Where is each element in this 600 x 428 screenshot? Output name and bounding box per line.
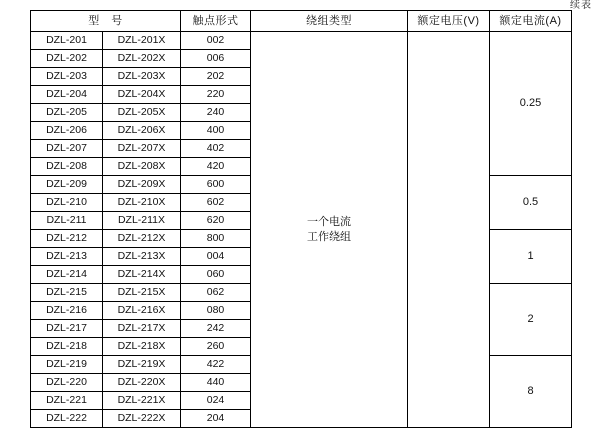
cell-model-a: DZL-203 (31, 68, 103, 86)
cell-model-b: DZL-218X (103, 338, 181, 356)
table-body (31, 32, 572, 428)
cell-model-a: DZL-210 (31, 194, 103, 212)
cell-contact-form: 220 (181, 86, 251, 104)
cell-model-b: DZL-210X (103, 194, 181, 212)
cell-rated-voltage (408, 32, 490, 428)
cell-model-a: DZL-217 (31, 320, 103, 338)
cell-model-b: DZL-204X (103, 86, 181, 104)
winding-line-2: 工作绕组 (307, 230, 351, 243)
cell-model-b: DZL-205X (103, 104, 181, 122)
cell-model-b: DZL-212X (103, 230, 181, 248)
cell-rated-current: 0.5 (490, 176, 572, 230)
cell-model-b: DZL-203X (103, 68, 181, 86)
cell-model-b: DZL-201X (103, 32, 181, 50)
column-header-winding-type: 绕组类型 (251, 11, 408, 32)
cell-model-b: DZL-202X (103, 50, 181, 68)
cell-model-b: DZL-220X (103, 374, 181, 392)
cell-model-a: DZL-214 (31, 266, 103, 284)
cell-model-b: DZL-207X (103, 140, 181, 158)
cell-model-b: DZL-206X (103, 122, 181, 140)
cell-model-b: DZL-222X (103, 410, 181, 428)
cell-contact-form: 422 (181, 356, 251, 374)
cell-contact-form: 202 (181, 68, 251, 86)
table-header (31, 11, 572, 32)
table-header-row (31, 11, 572, 32)
cell-model-b: DZL-213X (103, 248, 181, 266)
cell-contact-form: 006 (181, 50, 251, 68)
column-header-rated-voltage: 额定电压(V) (408, 11, 490, 32)
cell-contact-form: 400 (181, 122, 251, 140)
cell-model-a: DZL-212 (31, 230, 103, 248)
cell-contact-form: 402 (181, 140, 251, 158)
cell-rated-current: 0.25 (490, 32, 572, 176)
cell-contact-form: 024 (181, 392, 251, 410)
cell-model-b: DZL-211X (103, 212, 181, 230)
cell-winding-type (251, 32, 408, 428)
cell-model-b: DZL-209X (103, 176, 181, 194)
cell-contact-form: 600 (181, 176, 251, 194)
cell-model-a: DZL-206 (31, 122, 103, 140)
column-header-rated-current: 额定电流(A) (490, 11, 572, 32)
cell-contact-form: 004 (181, 248, 251, 266)
cell-contact-form: 060 (181, 266, 251, 284)
cell-contact-form: 440 (181, 374, 251, 392)
cell-rated-current: 8 (490, 356, 572, 428)
cell-model-b: DZL-214X (103, 266, 181, 284)
cell-model-a: DZL-201 (31, 32, 103, 50)
winding-line-1: 一个电流 (307, 215, 351, 228)
cell-contact-form: 800 (181, 230, 251, 248)
cell-model-a: DZL-216 (31, 302, 103, 320)
cell-contact-form: 620 (181, 212, 251, 230)
cell-model-a: DZL-209 (31, 176, 103, 194)
table-row (31, 32, 572, 50)
cell-model-a: DZL-219 (31, 356, 103, 374)
cell-model-a: DZL-205 (31, 104, 103, 122)
cell-model-b: DZL-216X (103, 302, 181, 320)
cell-model-a: DZL-213 (31, 248, 103, 266)
column-header-contact-form: 触点形式 (181, 11, 251, 32)
cell-contact-form: 602 (181, 194, 251, 212)
cell-model-a: DZL-220 (31, 374, 103, 392)
cell-contact-form: 204 (181, 410, 251, 428)
cell-model-b: DZL-215X (103, 284, 181, 302)
cell-contact-form: 420 (181, 158, 251, 176)
cell-model-a: DZL-218 (31, 338, 103, 356)
cell-contact-form: 080 (181, 302, 251, 320)
cell-model-a: DZL-202 (31, 50, 103, 68)
cell-contact-form: 002 (181, 32, 251, 50)
cell-model-b: DZL-217X (103, 320, 181, 338)
cell-model-a: DZL-222 (31, 410, 103, 428)
cell-contact-form: 062 (181, 284, 251, 302)
column-header-model: 型 号 (31, 11, 181, 32)
cell-model-b: DZL-219X (103, 356, 181, 374)
cell-contact-form: 242 (181, 320, 251, 338)
cell-model-a: DZL-211 (31, 212, 103, 230)
cell-rated-current: 1 (490, 230, 572, 284)
relay-spec-table (30, 10, 572, 428)
cell-contact-form: 260 (181, 338, 251, 356)
cell-model-a: DZL-204 (31, 86, 103, 104)
cell-model-a: DZL-208 (31, 158, 103, 176)
cell-model-a: DZL-221 (31, 392, 103, 410)
cell-model-a: DZL-207 (31, 140, 103, 158)
cell-contact-form: 240 (181, 104, 251, 122)
cell-model-b: DZL-208X (103, 158, 181, 176)
cell-rated-current: 2 (490, 284, 572, 356)
continued-label: 续表 (570, 0, 592, 11)
cell-model-a: DZL-215 (31, 284, 103, 302)
cell-model-b: DZL-221X (103, 392, 181, 410)
